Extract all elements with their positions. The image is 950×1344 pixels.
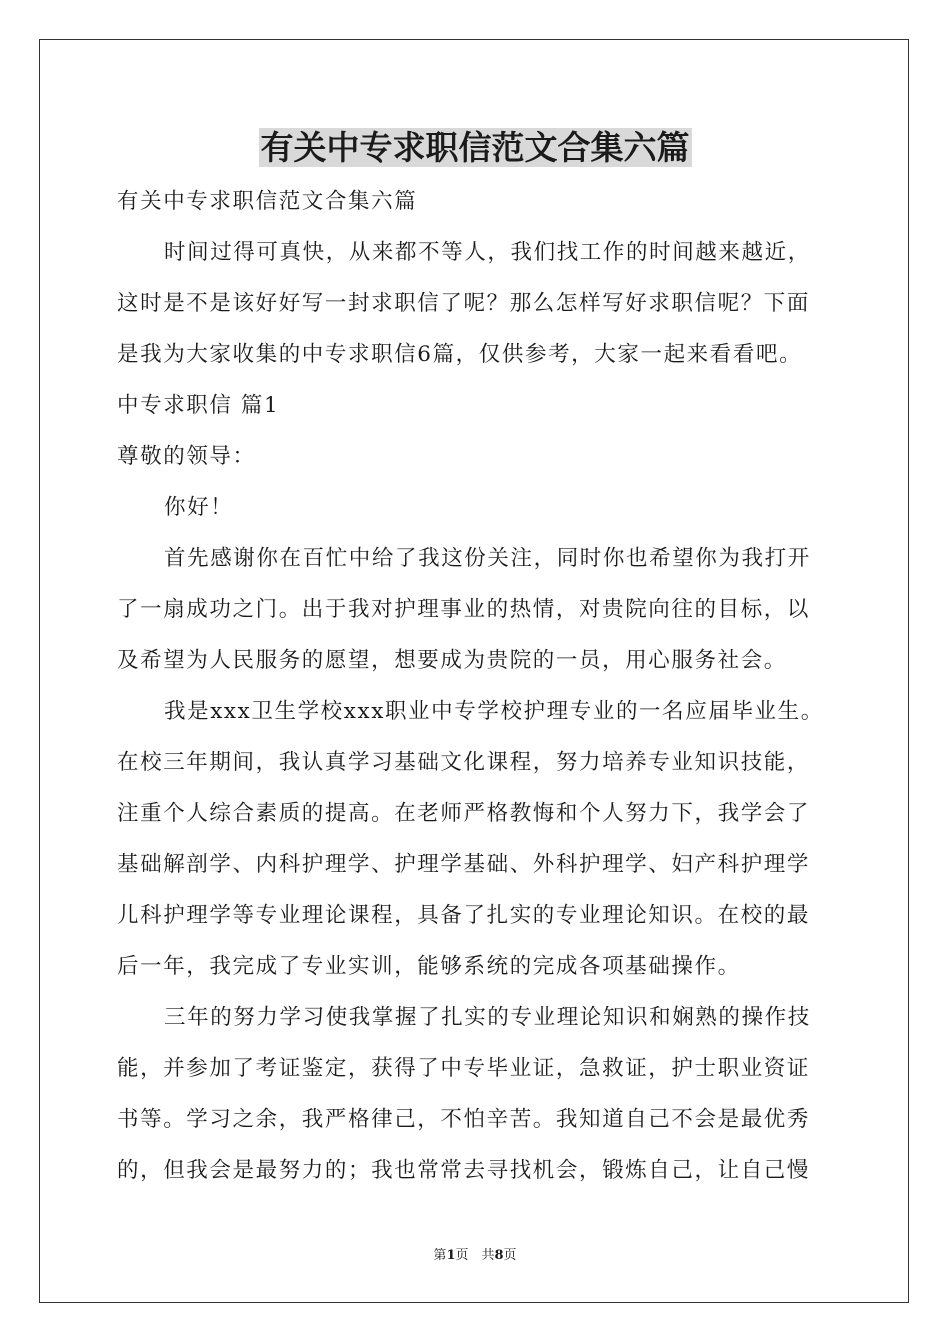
body-line: 时间过得可真快，从来都不等人，我们找工作的时间越来越近，	[164, 240, 811, 265]
body-line: 后一年，我完成了专业实训，能够系统的完成各项基础操作。	[117, 954, 741, 979]
page-current: 1	[446, 1248, 456, 1263]
page-footer	[0, 1246, 950, 1266]
greeting: 你好！	[164, 495, 234, 520]
body-line: 三年的努力学习使我掌握了扎实的专业理论知识和娴熟的操作技	[164, 1005, 811, 1030]
body-line: 及希望为人民服务的愿望，想要成为贵院的一员，用心服务社会。	[117, 648, 787, 673]
body-line: 有关中专求职信范文合集六篇	[117, 189, 418, 214]
body-line: 首先感谢你在百忙中给了我这份关注，同时你也希望你为我打开	[164, 546, 811, 571]
section-heading: 中专求职信 篇1	[117, 393, 280, 418]
page-mid: 页 共	[455, 1248, 495, 1263]
body-line: 是我为大家收集的中专求职信6篇，仅供参考，大家一起来看看吧。	[117, 342, 803, 367]
body-line: 这时是不是该好好写一封求职信了呢？那么怎样写好求职信呢？下面	[117, 291, 811, 316]
body-line: 能，并参加了考证鉴定，获得了中专毕业证，急救证，护士职业资证	[117, 1056, 811, 1081]
body-line: 我是xxx卫生学校xxx职业中专学校护理专业的一名应届毕业生。	[164, 699, 824, 724]
salutation: 尊敬的领导：	[117, 444, 256, 469]
page-total: 8	[494, 1248, 504, 1263]
body-line: 注重个人综合素质的提高。在老师严格教悔和个人努力下，我学会了	[117, 801, 811, 826]
body-line: 书等。学习之余，我严格律己，不怕辛苦。我知道自己不会是最优秀	[117, 1107, 811, 1132]
page-prefix: 第	[433, 1248, 447, 1263]
body-line: 在校三年期间，我认真学习基础文化课程，努力培养专业知识技能，	[117, 750, 811, 775]
document-title-text: 有关中专求职信范文合集六篇	[260, 128, 690, 167]
body-line: 儿科护理学等专业理论课程，具备了扎实的专业理论知识。在校的最	[117, 903, 811, 928]
body-line: 基础解剖学、内科护理学、护理学基础、外科护理学、妇产科护理学	[117, 852, 811, 877]
document-title	[0, 124, 950, 172]
body-line: 了一扇成功之门。出于我对护理事业的热情，对贵院向往的目标，以	[117, 597, 811, 622]
page-suffix: 页	[503, 1248, 517, 1263]
body-line: 的，但我会是最努力的；我也常常去寻找机会，锻炼自己，让自己慢	[117, 1158, 811, 1183]
document-body	[117, 176, 857, 1196]
